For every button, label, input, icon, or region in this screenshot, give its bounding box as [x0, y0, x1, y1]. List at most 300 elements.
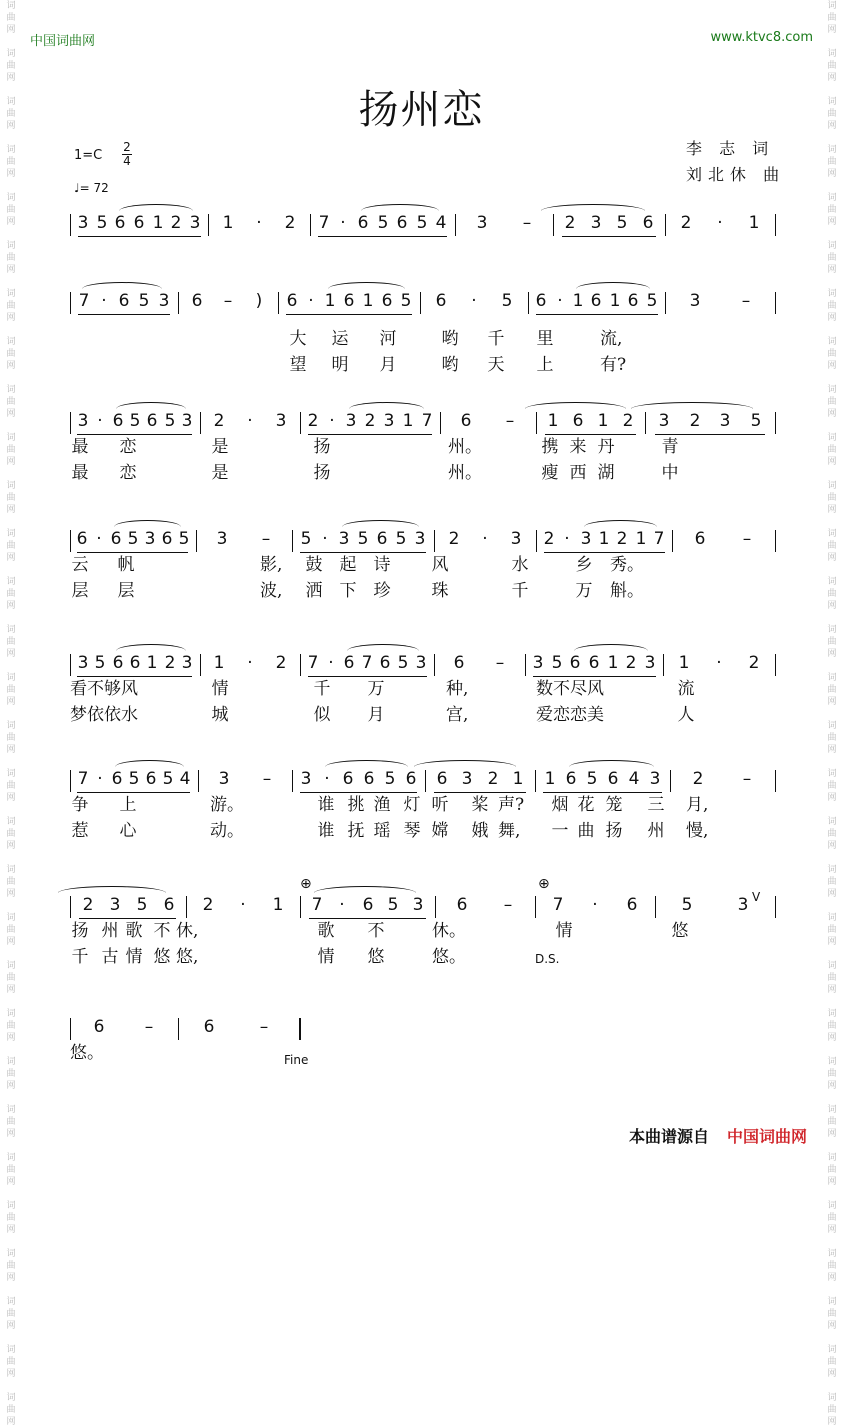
note: ·: [308, 291, 314, 311]
lyric-char: 中: [661, 463, 679, 483]
lyric-char: 携: [541, 437, 559, 457]
note: 3: [412, 895, 424, 915]
slur: [414, 760, 516, 767]
barline: [455, 214, 456, 236]
lyric-char: 挑: [347, 795, 365, 815]
note: –: [261, 529, 271, 549]
barline: [535, 896, 536, 918]
lyric-char: 鼓: [305, 555, 323, 575]
note: 6: [146, 411, 158, 431]
note: 6: [145, 769, 157, 789]
barline: [70, 1018, 71, 1040]
note: 6: [572, 411, 584, 431]
note: 3: [644, 653, 656, 673]
note: –: [144, 1017, 154, 1037]
note: ·: [340, 213, 346, 233]
note: 2: [170, 213, 182, 233]
lyric-char: 哟: [441, 329, 459, 349]
lyric-char: 灯: [403, 795, 421, 815]
lyric-char: 笼: [605, 795, 623, 815]
notation-row: [0, 212, 843, 242]
lyrics-row: [0, 920, 843, 944]
note: 6: [163, 895, 175, 915]
note: 3: [181, 653, 193, 673]
lyric-char: 丹: [597, 437, 615, 457]
beam-underline: [77, 552, 188, 553]
note: 6: [588, 653, 600, 673]
note: 2: [487, 769, 499, 789]
note: 3: [383, 411, 395, 431]
lyric-char: 洒: [305, 581, 323, 601]
note: 3: [338, 529, 350, 549]
lyric-char: 瑶: [373, 821, 391, 841]
song-title: 扬州恋: [358, 87, 485, 133]
note: ·: [482, 529, 488, 549]
beam-underline: [79, 918, 176, 919]
lyric-char: 下: [339, 581, 357, 601]
lyric-char: 情: [555, 921, 573, 941]
note: 2: [202, 895, 214, 915]
lyrics-row: [0, 580, 843, 604]
note: 6: [112, 653, 124, 673]
slur: [325, 760, 408, 767]
note: –: [259, 1017, 269, 1037]
beam-underline: [78, 236, 201, 237]
note: 5: [136, 895, 148, 915]
note: 6: [343, 291, 355, 311]
note: 7: [361, 653, 373, 673]
note: ·: [324, 769, 330, 789]
slur: [569, 760, 654, 767]
note: 3: [144, 529, 156, 549]
note: 3: [658, 411, 670, 431]
barline: [775, 530, 776, 552]
lyric-char: 宫,: [446, 705, 469, 725]
barline: [775, 896, 776, 918]
note: 2: [680, 213, 692, 233]
lyric-char: 扬: [313, 437, 331, 457]
slur: [342, 520, 419, 527]
lyric-char: 珍: [373, 581, 391, 601]
barline: [300, 896, 301, 918]
note: 6: [118, 291, 130, 311]
note: ·: [716, 653, 722, 673]
slur: [574, 644, 648, 651]
note: ·: [101, 291, 107, 311]
note: 6: [376, 529, 388, 549]
beam-underline: [434, 792, 526, 793]
lyric-char: 悠: [153, 947, 171, 967]
lyric-char: 月,: [686, 795, 709, 815]
note: 3: [415, 653, 427, 673]
note: 6: [357, 213, 369, 233]
lyric-char: 层: [117, 581, 135, 601]
slur: [314, 886, 416, 893]
note: ·: [592, 895, 598, 915]
barline: [208, 214, 209, 236]
note: 2: [275, 653, 287, 673]
note: 6: [435, 291, 447, 311]
note: 7: [77, 769, 89, 789]
note: 2: [307, 411, 319, 431]
note: 6: [453, 653, 465, 673]
lyric-char: 州: [647, 821, 665, 841]
barline: [536, 530, 537, 552]
lyric-char: 爱恋恋美: [536, 705, 604, 725]
note: 3: [77, 653, 89, 673]
barline: [535, 770, 536, 792]
note: 5: [127, 529, 139, 549]
lyrics-row: [0, 1042, 843, 1066]
lyric-char: 珠: [431, 581, 449, 601]
lyric-char: 有?: [600, 355, 627, 375]
lyric-char: 千: [313, 679, 331, 699]
note: 1: [146, 653, 158, 673]
lyric-char: 不: [153, 921, 171, 941]
site-url[interactable]: www.ktvc8.com: [710, 30, 813, 45]
side-watermark-right: 词 曲 网 词 曲 网 词 曲 网 词 曲 网 词 曲 网 词 曲 网 词 曲 网 词 曲 网 词 曲 网 词 曲 网 词 曲 网 词 曲 网 词 曲 网 词 曲 网 词 曲 网 词 曲 网 词 曲 网 词 曲 网 词 曲 网 词 曲 网 词 曲 网 词 曲 网 词 曲 网 词 曲 网 词 曲 网 词 曲 网 词 曲 网 词 曲 网 词 曲 网 词 曲 网: [827, 1, 837, 1427]
beam-underline: [536, 314, 658, 315]
beam-underline: [308, 434, 432, 435]
note: 7: [311, 895, 323, 915]
note: 1: [678, 653, 690, 673]
note: 2: [364, 411, 376, 431]
lyric-char: 起: [339, 555, 357, 575]
note: ): [255, 291, 263, 311]
lyric-char: 情: [125, 947, 143, 967]
note: 6: [342, 769, 354, 789]
lyric-char: 天: [487, 355, 505, 375]
slur: [584, 520, 657, 527]
slur: [631, 402, 753, 409]
note: 1: [324, 291, 336, 311]
lyrics-row: [0, 794, 843, 818]
beam-underline: [543, 792, 662, 793]
note: 7: [653, 529, 665, 549]
note: 6: [626, 895, 638, 915]
note: 6: [161, 529, 173, 549]
note: 5: [94, 653, 106, 673]
barline: [525, 654, 526, 676]
lyric-char: 哟: [441, 355, 459, 375]
lyrics-row: [0, 354, 843, 378]
slur: [119, 204, 193, 211]
note: 6: [111, 769, 123, 789]
lyric-char: 是: [211, 437, 229, 457]
lyric-char: 云: [71, 555, 89, 575]
note: ·: [328, 653, 334, 673]
note: 7: [552, 895, 564, 915]
note: 3: [689, 291, 701, 311]
lyrics-row: [0, 820, 843, 844]
lyrics-row: [0, 678, 843, 702]
beam-underline: [544, 552, 665, 553]
lyric-char: 种,: [446, 679, 469, 699]
note: 2: [622, 411, 634, 431]
segno-icon-2: ⊕: [538, 876, 550, 892]
barline: [420, 292, 421, 314]
lyric-char: 人: [677, 705, 695, 725]
note: 3: [414, 529, 426, 549]
lyric-char: 惹: [71, 821, 89, 841]
barline: [200, 654, 201, 676]
breath-marking: V: [752, 890, 761, 904]
note: 7: [78, 291, 90, 311]
lyric-char: 争: [71, 795, 89, 815]
note: 1: [544, 769, 556, 789]
lyric-char: 斛。: [610, 581, 644, 601]
note: 4: [179, 769, 191, 789]
lyric-char: 波,: [260, 581, 283, 601]
barline: [775, 214, 776, 236]
lyric-char: 青: [661, 437, 679, 457]
lyric-char: 万: [367, 679, 385, 699]
note: 5: [397, 653, 409, 673]
note: 3: [275, 411, 287, 431]
beam-underline: [78, 314, 170, 315]
lyric-char: 水: [511, 555, 529, 575]
segno-icon-1: ⊕: [300, 876, 312, 892]
beam-underline: [300, 792, 417, 793]
side-watermark-left: 词 曲 网 词 曲 网 词 曲 网 词 曲 网 词 曲 网 词 曲 网 词 曲 网 词 曲 网 词 曲 网 词 曲 网 词 曲 网 词 曲 网 词 曲 网 词 曲 网 词 曲 网 词 曲 网 词 曲 网 词 曲 网 词 曲 网 词 曲 网 词 曲 网 词 曲 网 词 曲 网 词 曲 网 词 曲 网 词 曲 网 词 曲 网 词 曲 网 词 曲 网 词 曲 网: [6, 1, 16, 1427]
note: 1: [547, 411, 559, 431]
note: 2: [448, 529, 460, 549]
lyric-char: 大: [289, 329, 307, 349]
barline: [299, 1018, 301, 1040]
note: 1: [152, 213, 164, 233]
note: 6: [133, 213, 145, 233]
note: ·: [256, 213, 262, 233]
note: 3: [216, 529, 228, 549]
barline: [200, 412, 201, 434]
lyric-char: 层: [71, 581, 89, 601]
note: 4: [628, 769, 640, 789]
note: 5: [501, 291, 513, 311]
lyric-char: 里: [536, 329, 554, 349]
footer-brand[interactable]: 中国词曲网: [726, 1127, 807, 1146]
barline: [645, 412, 646, 434]
barline: [435, 896, 436, 918]
beam-underline: [655, 434, 765, 435]
note: 6: [535, 291, 547, 311]
lyric-char: 声?: [498, 795, 525, 815]
note: 6: [460, 411, 472, 431]
barline: [70, 770, 71, 792]
barline: [198, 770, 199, 792]
lyric-char: 西: [569, 463, 587, 483]
slur: [347, 644, 419, 651]
barline: [300, 654, 301, 676]
lyric-char: 悠。: [70, 1043, 104, 1063]
note: 2: [616, 529, 628, 549]
lyric-char: 州。: [448, 463, 482, 483]
lyric-char: 是: [211, 463, 229, 483]
slur: [116, 644, 186, 651]
slur: [58, 886, 166, 893]
note: 5: [129, 411, 141, 431]
note: 1: [272, 895, 284, 915]
note: 5: [164, 411, 176, 431]
lyric-char: 舞,: [498, 821, 521, 841]
slur: [114, 520, 181, 527]
note: 1: [222, 213, 234, 233]
note: 7: [318, 213, 330, 233]
lyric-char: 不: [367, 921, 385, 941]
quarter-note-icon: ♩: [74, 181, 80, 195]
lyric-char: 上: [536, 355, 554, 375]
note: 6: [607, 769, 619, 789]
note: 5: [646, 291, 658, 311]
lyric-char: 城: [211, 705, 229, 725]
lyric-char: 望: [289, 355, 307, 375]
barline: [292, 530, 293, 552]
lyric-char: 帆: [117, 555, 135, 575]
note: 6: [203, 1017, 215, 1037]
slur: [576, 282, 650, 289]
slur: [361, 204, 439, 211]
barline: [655, 896, 656, 918]
note: 5: [387, 895, 399, 915]
barline: [292, 770, 293, 792]
key-signature: 1=C: [74, 148, 103, 163]
note: 3: [181, 411, 193, 431]
note: 7: [307, 653, 319, 673]
note: 6: [112, 411, 124, 431]
note: 4: [435, 213, 447, 233]
barline: [70, 292, 71, 314]
lyric-char: 州。: [448, 437, 482, 457]
note: 2: [213, 411, 225, 431]
note: 3: [300, 769, 312, 789]
note: 3: [532, 653, 544, 673]
slur: [115, 760, 184, 767]
note: 3: [77, 411, 89, 431]
lyric-char: 月: [379, 355, 397, 375]
note: 5: [750, 411, 762, 431]
lyric-char: 一: [551, 821, 569, 841]
lyric-char: 休,: [176, 921, 199, 941]
slur: [541, 204, 645, 211]
lyrics-row: [0, 436, 843, 460]
note: –: [503, 895, 513, 915]
note: ·: [247, 653, 253, 673]
lyric-char: 情: [317, 947, 335, 967]
barline: [663, 654, 664, 676]
beam-underline: [286, 314, 412, 315]
lyrics-row: [0, 462, 843, 486]
note: –: [522, 213, 532, 233]
lyric-char: 风: [431, 555, 449, 575]
note: 6: [362, 895, 374, 915]
lyric-char: 悠,: [176, 947, 199, 967]
lyric-char: 烟: [551, 795, 569, 815]
fine-marking: Fine: [284, 1053, 309, 1067]
barline: [775, 770, 776, 792]
note: 6: [565, 769, 577, 789]
note: –: [223, 291, 233, 311]
time-signature: [122, 141, 132, 168]
barline: [186, 896, 187, 918]
lyric-char: 秀。: [610, 555, 644, 575]
lyric-char: 扬: [71, 921, 89, 941]
barline: [278, 292, 279, 314]
barline: [434, 654, 435, 676]
note: 6: [286, 291, 298, 311]
lyrics-row: [0, 328, 843, 352]
note: 5: [586, 769, 598, 789]
slur: [328, 282, 405, 289]
note: 5: [96, 213, 108, 233]
note: 6: [590, 291, 602, 311]
barline: [434, 530, 435, 552]
barline: [553, 214, 554, 236]
note: 6: [456, 895, 468, 915]
lyric-char: 曲: [577, 821, 595, 841]
note: 5: [300, 529, 312, 549]
lyric-char: 恋: [119, 437, 137, 457]
lyric-char: 歌: [125, 921, 143, 941]
lyric-char: 梦依依水: [70, 705, 138, 725]
lyric-char: 乡: [575, 555, 593, 575]
note: 3: [510, 529, 522, 549]
lyrics-row: [0, 704, 843, 728]
slur: [349, 402, 424, 409]
barline: [528, 292, 529, 314]
beam-underline: [77, 434, 192, 435]
note: 5: [128, 769, 140, 789]
note: 2: [625, 653, 637, 673]
note: 6: [396, 213, 408, 233]
lyric-char: 最: [71, 437, 89, 457]
lyric-char: 千: [487, 329, 505, 349]
note: 3: [580, 529, 592, 549]
lyric-char: 月: [367, 705, 385, 725]
barline: [775, 292, 776, 314]
note: 5: [395, 529, 407, 549]
beam-underline: [308, 676, 427, 677]
note: 3: [649, 769, 661, 789]
barline: [425, 770, 426, 792]
note: –: [262, 769, 272, 789]
note: 2: [284, 213, 296, 233]
note: 6: [93, 1017, 105, 1037]
lyric-char: 花: [577, 795, 595, 815]
site-name[interactable]: 中国词曲网: [30, 34, 96, 49]
lyric-char: 数不尽风: [536, 679, 604, 699]
lyric-char: 古: [101, 947, 119, 967]
notation-row: [0, 290, 843, 320]
note: ·: [339, 895, 345, 915]
note: 6: [129, 653, 141, 673]
note: 5: [138, 291, 150, 311]
note: 1: [512, 769, 524, 789]
note: 2: [543, 529, 555, 549]
barline: [440, 412, 441, 434]
note: 3: [461, 769, 473, 789]
lyric-char: 三: [647, 795, 665, 815]
lyric-char: 听: [431, 795, 449, 815]
lyric-char: 心: [119, 821, 137, 841]
note: 6: [114, 213, 126, 233]
beam-underline: [300, 552, 426, 553]
lyric-char: 明: [331, 355, 349, 375]
note: 5: [377, 213, 389, 233]
note: 1: [572, 291, 584, 311]
lyric-char: 似: [313, 705, 331, 725]
note: 2: [689, 411, 701, 431]
barline: [310, 214, 311, 236]
barline: [665, 214, 666, 236]
